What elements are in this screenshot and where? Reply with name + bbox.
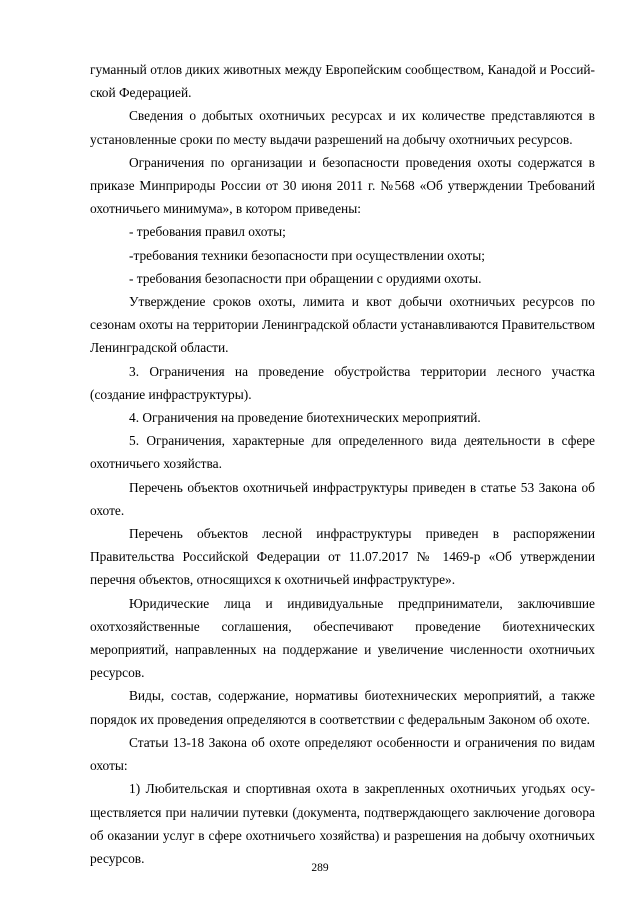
paragraph-amateur-hunting: 1) Любительская и спортивная охота в закрепленных охотничьих угодьях осуществляется при наличии путевки (документа, подтверждающего заключение договора об оказании услуг в сфере охотничьего хозяйства) и разрешения на добычу охотничьих ресурсов.: [90, 781, 595, 866]
list-item-hunting-rules: - требования правил охоты;: [129, 224, 286, 240]
paragraph-hunting-reports: Сведения о добытых охотничьих ресурсах и их количестве представляются в установленные сроки по месту выдачи разрешений на добычу охотничьих ресурсов.: [90, 108, 595, 147]
list-item-weapon-safety: - требования безопасности при обращении с орудиями охоты.: [129, 270, 482, 286]
paragraph-continuation: гуманный отлов диких животных между Европейским сообществом, Канадой и Российской Федерацией.: [90, 62, 595, 101]
paragraph-restriction-4: 4. Ограничения на проведение биотехнических мероприятий.: [129, 410, 481, 426]
paragraph-biotechnical-measures: Виды, состав, содержание, нормативы биотехнических мероприятий, а также порядок их проведения определяются в соответствии с федеральным Законом об охоте.: [90, 688, 595, 727]
body-text: [90, 58, 595, 870]
paragraph-restriction-5: 5. Ограничения, характерные для определенного вида деятельности в сфере охотничьего хозяйства.: [90, 433, 595, 472]
paragraph-legal-entities: Юридические лица и индивидуальные предприниматели, заключившие охотхозяйственные соглашения, обеспечивают проведение биотехнических мероприятий, направленных на поддержание и увеличение численности охотничьих ресурсов.: [90, 595, 595, 681]
paragraph-forest-infrastructure: Перечень объектов лесной инфраструктуры приведен в распоряжении Правительства Российской Федерации от 11.07.2017 № 1469-р «Об утверждении перечня объектов, относящихся к охотничьей инфраструктуре».: [90, 526, 595, 588]
paragraph-restrictions-order: Ограничения по организации и безопасности проведения охоты содержатся в приказе Минприроды России от 30 июня 2011 г. №568 «Об утверждении Требований охотничьего минимума», в котором приведены:: [90, 154, 595, 217]
paragraph-hunting-terms: Утверждение сроков охоты, лимита и квот добычи охотничьих ресурсов по сезонам охоты на территории Ленинградской области устанавливаются Правительством Ленинградской области.: [90, 294, 595, 356]
list-item-safety-techniques: -требования техники безопасности при осуществлении охоты;: [129, 247, 485, 263]
paragraph-articles-13-18: Статьи 13-18 Закона об охоте определяют особенности и ограничения по видам охоты:: [90, 734, 595, 774]
page-number: 289: [311, 862, 329, 874]
paragraph-restriction-3: 3. Ограничения на проведение обустройства территории лесного участка (создание инфраструктуры).: [90, 363, 595, 402]
paragraph-hunting-infrastructure: Перечень объектов охотничьей инфраструктуры приведен в статье 53 Закона об охоте.: [90, 479, 595, 518]
